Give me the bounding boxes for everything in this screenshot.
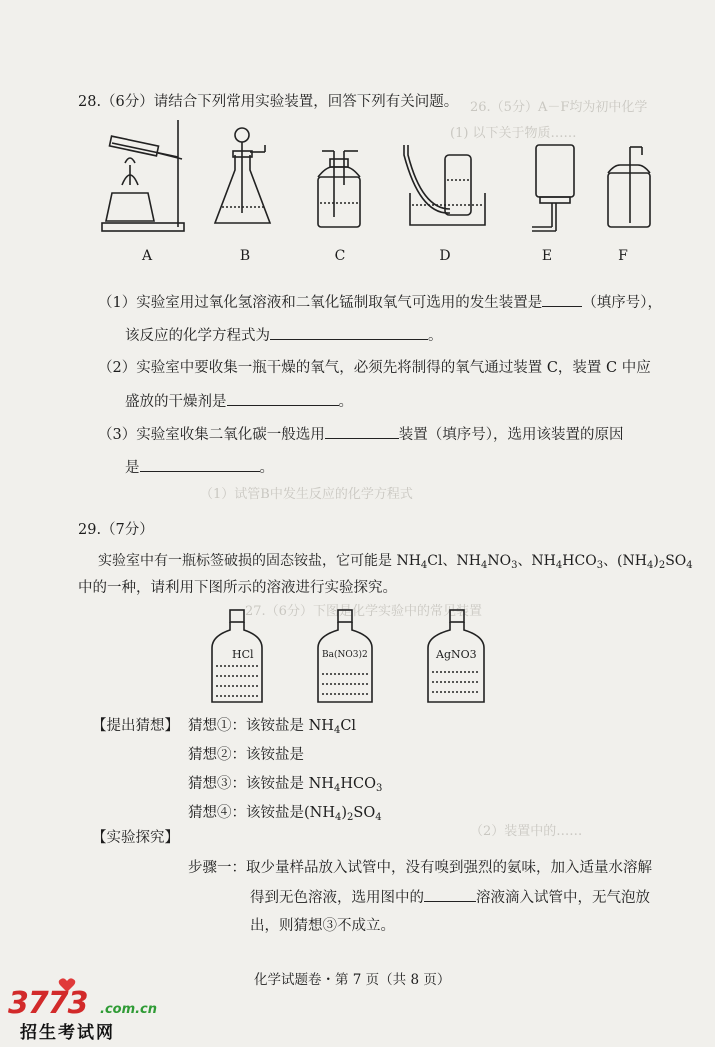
step1-line2: 得到无色溶液，选用图中的 溶液滴入试管中，无气泡放 bbox=[250, 887, 650, 908]
step1-line1: 步骤一：取少量样品放入试管中，没有嗅到强烈的氨味，加入适量水溶解 bbox=[188, 860, 652, 876]
bottle-label-silver-nitrate: AgNO3 bbox=[436, 648, 477, 661]
q29-header: 29.（7分） bbox=[78, 522, 154, 538]
apparatus-f bbox=[608, 147, 650, 227]
apparatus-label-b: B bbox=[239, 248, 251, 264]
apparatus-c bbox=[318, 151, 360, 227]
q28-part3-line1: （3）实验室收集二氧化碳一般选用 装置（填序号），选用该装置的原因 bbox=[98, 424, 623, 445]
apparatus-d bbox=[404, 145, 485, 225]
apparatus-label-c: C bbox=[334, 248, 346, 264]
logo-number: 3773 bbox=[8, 986, 88, 1021]
hypothesis-heading: 【提出猜想】 bbox=[92, 718, 179, 734]
answer-blank[interactable] bbox=[325, 424, 399, 439]
apparatus-label-d: D bbox=[439, 248, 451, 264]
bleed-text: 27.（6分）下图是化学实验中的常见装置 bbox=[245, 604, 482, 619]
apparatus-label-f: F bbox=[618, 248, 628, 264]
hypothesis-1: 猜想①：该铵盐是 $NH_4Cl$ bbox=[188, 718, 357, 736]
logo-subtitle: 招生考试网 bbox=[20, 1023, 115, 1043]
answer-blank[interactable] bbox=[424, 887, 476, 902]
step1-line3: 出，则猜想③不成立。 bbox=[250, 918, 395, 934]
apparatus-label-e: E bbox=[541, 248, 553, 264]
logo-domain: .com.cn bbox=[100, 1002, 158, 1017]
apparatus-b bbox=[215, 128, 270, 223]
answer-blank[interactable] bbox=[542, 292, 582, 307]
q28-part2-line2: 盛放的干燥剂是 。 bbox=[125, 391, 353, 412]
q28-part2-line1: （2）实验室中要收集一瓶干燥的氧气，必须先将制得的氧气通过装置 C，装置 C 中应 bbox=[98, 360, 651, 376]
answer-blank[interactable] bbox=[140, 457, 260, 472]
apparatus-e bbox=[532, 145, 574, 231]
q29-intro-line1: 实验室中有一瓶标签破损的固态铵盐，它可能是 $NH_4Cl$、$NH_4NO_3$、$NH_4HCO_3$、$(NH_4)_2SO_4$ bbox=[98, 553, 693, 571]
bleed-text: 26.（5分）A－F均为初中化学 bbox=[470, 100, 648, 115]
answer-blank[interactable] bbox=[270, 325, 428, 340]
answer-blank[interactable] bbox=[227, 391, 339, 406]
experiment-heading: 【实验探究】 bbox=[92, 830, 179, 846]
bleed-text: (1) 以下关于物质…… bbox=[450, 126, 577, 141]
q28-part3-line2: 是 。 bbox=[125, 457, 274, 478]
q29-intro-line2: 中的一种，请利用下图所示的溶液进行实验探究。 bbox=[78, 580, 397, 596]
hypothesis-2: 猜想②：该铵盐是 bbox=[188, 747, 304, 763]
lab-apparatus-figure bbox=[90, 115, 670, 245]
q28-header: 28.（6分）请结合下列常用实验装置，回答下列有关问题。 bbox=[78, 94, 459, 110]
apparatus-a bbox=[102, 120, 184, 231]
bottle-label-hcl: HCl bbox=[232, 648, 254, 661]
hypothesis-3: 猜想③：该铵盐是 $NH_4HCO_3$ bbox=[188, 776, 383, 794]
q28-part1-line1: （1）实验室用过氧化氢溶液和二氧化锰制取氧气可选用的发生装置是 （填序号）， bbox=[98, 292, 662, 313]
q28-part1-line2: 该反应的化学方程式为 。 bbox=[125, 325, 443, 346]
bleed-text: （2）装置中的…… bbox=[470, 824, 583, 839]
bottle-label-barium-nitrate: Ba(NO3)2 bbox=[322, 650, 368, 660]
hypothesis-4: 猜想④：该铵盐是$(NH_4)_2SO_4$ bbox=[188, 805, 382, 823]
apparatus-label-a: A bbox=[141, 248, 153, 264]
page-footer: 化学试题卷・第 7 页（共 8 页） bbox=[254, 972, 451, 988]
bleed-text: （1）试管B中发生反应的化学方程式 bbox=[200, 487, 413, 502]
